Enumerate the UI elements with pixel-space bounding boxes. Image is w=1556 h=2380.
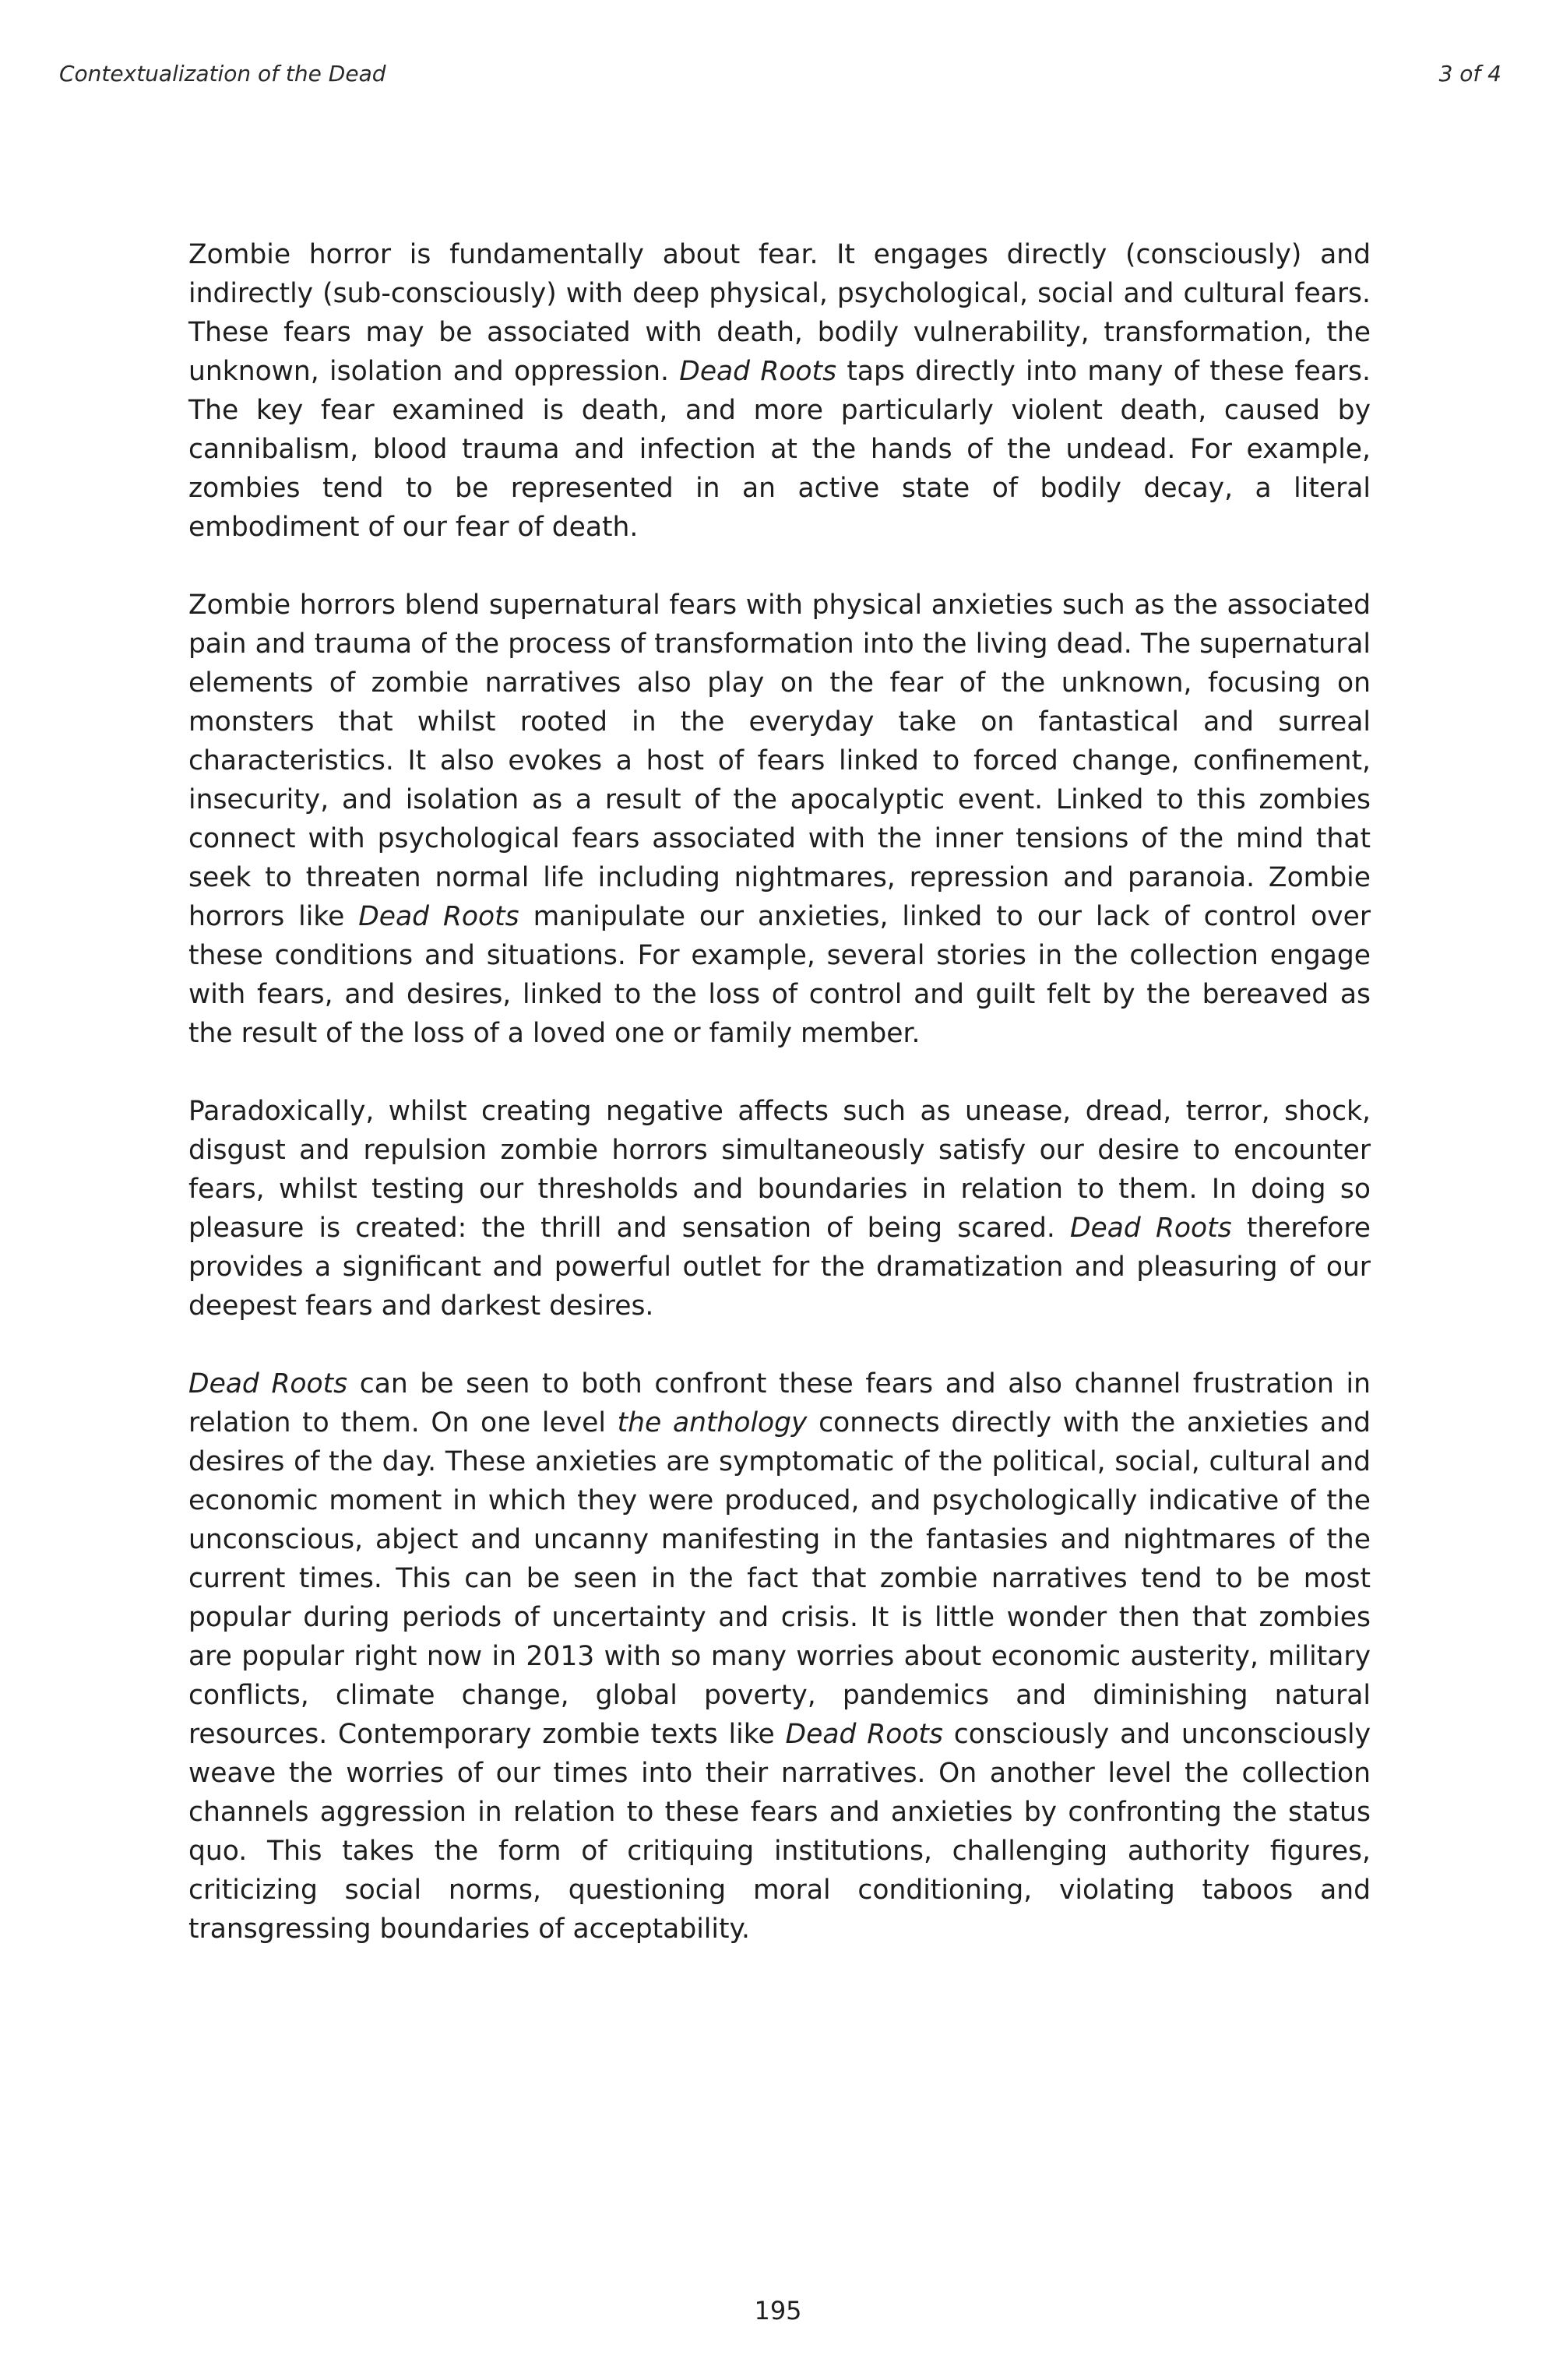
- paragraph-3-segment-3: therefore provides a significant and powerful outlet for the dramatization and pleasuring of our deepest fears and darkest desires.: [188, 1213, 1371, 1322]
- paragraph-4-segment-6: consciously and unconsciously weave the worries of our times into their narratives. On another level the collection channels aggression in relation to these fears and anxieties by confronting the status quo. This takes the form of critiquing institutions, challenging authority figures, criticizing social norms, questioning moral conditioning, violating taboos and transgressing boundaries of acceptability.: [188, 1719, 1371, 1945]
- paragraph-2-segment-3: manipulate our anxieties, linked to our lack of control over these conditions and situations. For example, several stories in the collection engage with fears, and desires, linked to the loss of control and guilt felt by the bereaved as the result of the loss of a loved one or family member.: [188, 901, 1371, 1049]
- paragraph-4-anthology-phrase: the anthology: [617, 1407, 808, 1438]
- paragraph-1-book-title: Dead Roots: [679, 356, 837, 387]
- running-header: [59, 56, 1501, 90]
- paragraph-3-book-title: Dead Roots: [1069, 1213, 1232, 1244]
- paragraph-1: [188, 235, 1371, 547]
- paragraph-1-segment-3: taps directly into many of these fears. The key fear examined is death, and more particularly violent death, caused by cannibalism, blood trauma and infection at the hands of the undead. For example, zombies tend to be represented in an active state of bodily decay, a literal embodiment of our fear of death.: [188, 356, 1371, 543]
- paragraph-4: [188, 1364, 1371, 1949]
- page-indicator: 3 of 4: [1438, 60, 1501, 86]
- paragraph-1-segment-1: Zombie horror is fundamentally about fear. It engages directly (consciously) and indirectly (sub-consciously) with deep physical, psychological, social and cultural fears. These fears may be associated with death, bodily vulnerability, transformation, the unknown, isolation and oppression.: [188, 239, 1371, 387]
- paragraph-2-book-title: Dead Roots: [358, 901, 519, 932]
- paragraph-4-segment-4: connects directly with the anxieties and desires of the day. These anxieties are symptomatic of the political, social, cultural and economic moment in which they were produced, and psychologically indicative of the unconscious, abject and uncanny manifesting in the fantasies and nightmares of the current times. This can be seen in the fact that zombie narratives tend to be most popular during periods of uncertainty and crisis. It is little wonder then that zombies are popular right now in 2013 with so many worries about economic austerity, military conflicts, climate change, global poverty, pandemics and diminishing natural resources. Contemporary zombie texts like: [188, 1407, 1371, 1750]
- page-number: 195: [754, 2296, 802, 2325]
- paragraph-2: [188, 586, 1371, 1053]
- paragraph-4-segment-2: can be seen to both confront these fears and also channel frustration in relation to them. On one level: [188, 1368, 1371, 1438]
- running-title: Contextualization of the Dead: [59, 60, 386, 86]
- body-text: [188, 235, 1371, 1949]
- paragraph-4-book-title: Dead Roots: [188, 1368, 348, 1399]
- paragraph-3-segment-1: Paradoxically, whilst creating negative affects such as unease, dread, terror, shock, disgust and repulsion zombie horrors simultaneously satisfy our desire to encounter fears, whilst testing our thresholds and boundaries in relation to them. In doing so pleasure is created: the thrill and sensation of being scared.: [188, 1096, 1371, 1244]
- paragraph-4-book-title-2: Dead Roots: [785, 1719, 943, 1750]
- paragraph-3: [188, 1092, 1371, 1326]
- paragraph-2-segment-1: Zombie horrors blend supernatural fears with physical anxieties such as the associated pain and trauma of the process of transformation into the living dead. The supernatural elements of zombie narratives also play on the fear of the unknown, focusing on monsters that whilst rooted in the everyday take on fantastical and surreal characteristics. It also evokes a host of fears linked to forced change, confinement, insecurity, and isolation as a result of the apocalyptic event. Linked to this zombies connect with psychological fears associated with the inner tensions of the mind that seek to threaten normal life including nightmares, repression and paranoia. Zombie horrors like: [188, 590, 1371, 932]
